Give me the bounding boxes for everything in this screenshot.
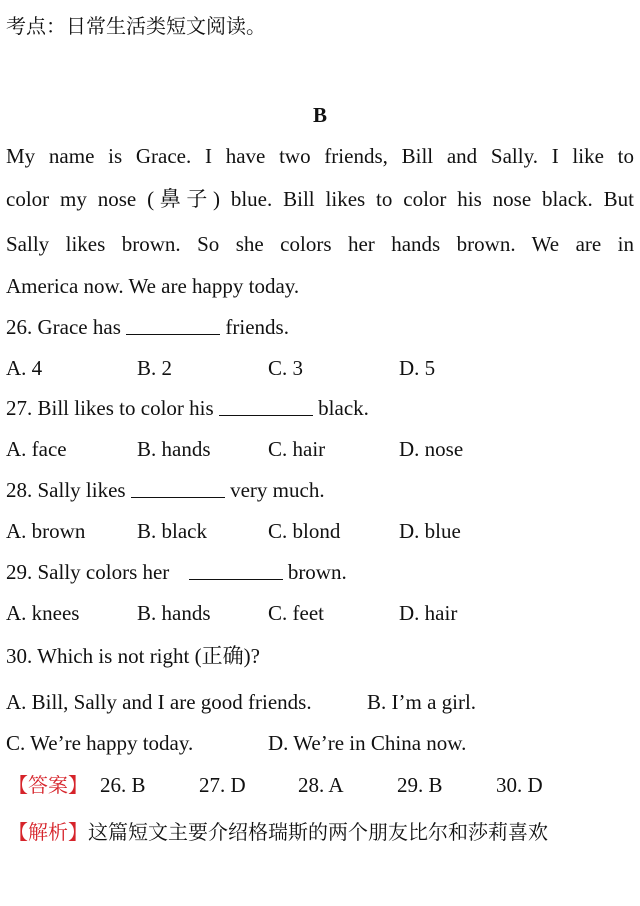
q29-option-d: D. hair: [399, 601, 458, 625]
q28-option-c: C. blond: [268, 519, 341, 543]
answer-blank: [126, 316, 220, 335]
answer-item-30: 30. D: [496, 773, 543, 797]
answer-label: [8, 771, 88, 799]
q29-option-b: B. hands: [137, 601, 211, 625]
q27-option-b: B. hands: [137, 437, 211, 461]
q29-option-c: C. feet: [268, 601, 324, 625]
question-stem-after: very much.: [224, 478, 325, 502]
answer-label-text: 【答案】: [8, 773, 88, 797]
topic-line: 考点：日常生活类短文阅读。: [6, 14, 266, 38]
q26-option-c: C. 3: [268, 356, 304, 380]
q26-option-d: D. 5: [399, 356, 436, 380]
question-30: 30. Which is not right (正确)?: [6, 644, 260, 668]
question-stem-before: 28. Sally likes: [6, 478, 131, 502]
answer-item-29: 29. B: [397, 773, 443, 797]
question-stem-before: 29. Sally colors her: [6, 560, 175, 584]
question-26: [6, 313, 289, 341]
answer-blank: [219, 397, 313, 416]
passage-line-2: color my nose (鼻子) blue. Bill likes to color his nose black. But: [6, 187, 634, 211]
q26-option-a: A. 4: [6, 356, 43, 380]
passage-line-1: My name is Grace. I have two friends, Bill and Sally. I like to: [6, 144, 634, 168]
answer-item-28: 28. A: [298, 773, 344, 797]
analysis-label: 【解析】: [8, 820, 88, 844]
analysis-text: 这篇短文主要介绍格瑞斯的两个朋友比尔和莎莉喜欢: [88, 820, 548, 844]
section-title: B: [312, 103, 327, 127]
question-stem-after: brown.: [282, 560, 347, 584]
q29-option-a: A. knees: [6, 601, 80, 625]
q30-option-b: B. I’m a girl.: [367, 690, 477, 714]
q30-option-a: A. Bill, Sally and I are good friends.: [6, 690, 312, 714]
question-27: [6, 394, 369, 422]
q28-option-d: D. blue: [399, 519, 461, 543]
answer-item-27: 27. D: [199, 773, 246, 797]
q27-option-c: C. hair: [268, 437, 326, 461]
passage-line-4: America now. We are happy today.: [6, 274, 300, 298]
q28-option-a: A. brown: [6, 519, 86, 543]
passage-line-3: Sally likes brown. So she colors her hands brown. We are in: [6, 232, 634, 256]
q28-option-b: B. black: [137, 519, 207, 543]
question-stem-after: black.: [312, 396, 369, 420]
question-stem-before: 27. Bill likes to color his: [6, 396, 219, 420]
q30-option-d: D. We’re in China now.: [268, 731, 467, 755]
question-stem-after: friends.: [220, 315, 289, 339]
question-stem-before: 26. Grace has: [6, 315, 127, 339]
q26-option-b: B. 2: [137, 356, 173, 380]
question-28: [6, 476, 325, 504]
answer-blank: [131, 479, 225, 498]
analysis-line: [8, 818, 548, 846]
q30-option-c: C. We’re happy today.: [6, 731, 194, 755]
answer-item-26: 26. B: [100, 773, 146, 797]
q27-option-d: D. nose: [399, 437, 464, 461]
q27-option-a: A. face: [6, 437, 67, 461]
question-29: [6, 558, 347, 586]
answer-blank: [189, 561, 283, 580]
